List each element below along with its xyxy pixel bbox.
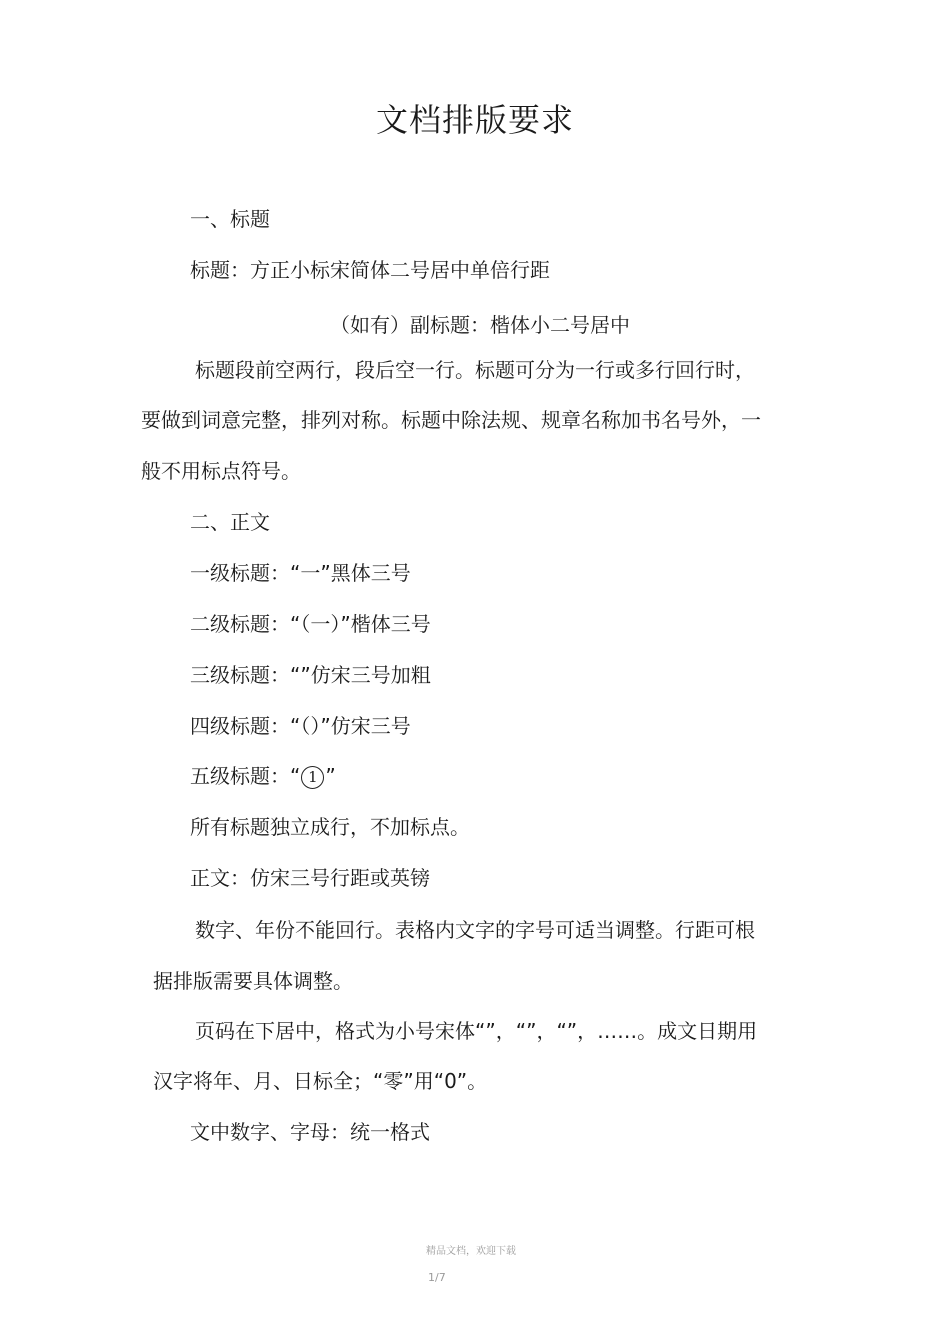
body-line-level5 (190, 762, 336, 790)
body-line: 一级标题：“一”黑体三号 (190, 561, 411, 585)
body-line: 标题段前空两行，段后空一行。标题可分为一行或多行回行时， (195, 358, 755, 382)
footer-watermark: 精品文档，欢迎下载 (426, 1246, 516, 1257)
body-line: 数字、年份不能回行。表格内文字的字号可适当调整。行距可根 (195, 918, 755, 942)
level5-suffix: ” (325, 764, 336, 788)
subtitle-line: （如有）副标题：楷体小二号居中 (330, 313, 630, 337)
body-line: 页码在下居中，格式为小号宋体“”，“”，“”，……。成文日期用 (195, 1019, 758, 1043)
body-line: 二级标题：“（一）”楷体三号 (190, 612, 431, 636)
body-line: 据排版需要具体调整。 (153, 969, 353, 993)
body-line: 汉字将年、月、日标全；“零”用“0”。 (153, 1069, 488, 1093)
body-line: 般不用标点符号。 (141, 459, 301, 483)
page-number: 1/7 (428, 1271, 446, 1284)
document-title: 文档排版要求 (375, 101, 574, 139)
body-line: 文中数字、字母：统一格式 (190, 1120, 430, 1144)
body-line: 标题：方正小标宋简体二号居中单倍行距 (190, 258, 550, 282)
body-line: 要做到词意完整，排列对称。标题中除法规、规章名称加书名号外，一 (141, 408, 761, 432)
body-line: 三级标题：“”仿宋三号加粗 (190, 663, 431, 687)
level5-prefix: 五级标题：“ (190, 764, 301, 788)
section-heading-title: 一、标题 (190, 207, 270, 231)
body-line: 正文：仿宋三号行距或英镑 (190, 866, 430, 890)
body-line: 所有标题独立成行，不加标点。 (190, 815, 470, 839)
circled-number-one-icon: 1 (301, 766, 324, 789)
body-line: 四级标题：“（）”仿宋三号 (190, 714, 411, 738)
section-heading-body: 二、正文 (190, 510, 270, 534)
